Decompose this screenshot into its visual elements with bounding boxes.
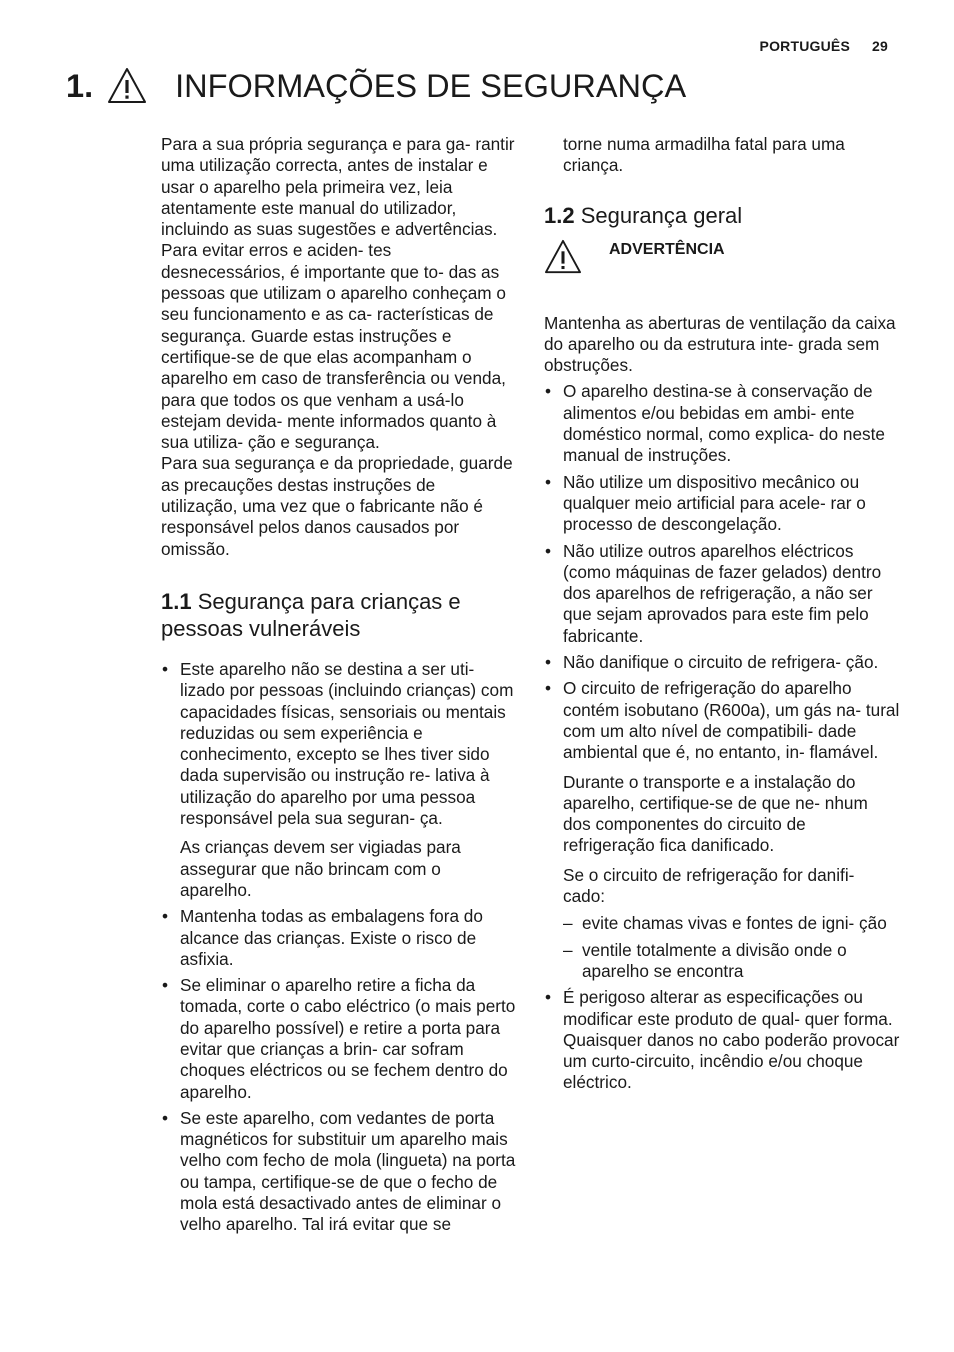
list-item <box>161 1108 516 1236</box>
intro-paragraph: Para a sua própria segurança e para ga- rantir uma utilização correcta, antes de instalar e usar o aparelho pela primeira vez, leia atentamente este manual do utilizador, incluindo as suas sugestões e advertências. Para evitar erros e aciden- tes desnecessários, é importante que to- das as pessoas que utilizam o aparelho conheçam o seu funcionamento e as ca- racterísticas de segurança. Guarde estas instruções e certifique-se de que elas acompanham o aparelho em caso de transferência ou venda, para que todos os que venham a usá-lo estejam devida- mente informados quanto à sua utiliza- ção e segurança. <box>161 134 515 453</box>
list-item <box>161 906 516 970</box>
left-column <box>161 134 516 1241</box>
right-column <box>544 134 900 1099</box>
list-item-text: • Não danifique o circuito de refrigera- ção. <box>563 652 879 673</box>
list-item <box>544 987 900 1093</box>
section-title: Segurança geral <box>580 202 743 228</box>
dash-list <box>563 913 900 982</box>
list-item-subtext: Se o circuito de refrigeração for danifi- cado: <box>563 864 855 907</box>
list-item <box>544 541 900 647</box>
list-item-text: • Não utilize outros aparelhos eléctricos (como máquinas de fazer gelados) dentro dos aparelhos de refrigeração, a não ser que sejam aprovados para este fim pelo fabricante. <box>563 540 882 646</box>
list-item-text: • Se este aparelho, com vedantes de porta magnéticos for substituir um aparelho mais velho com fecho de mola (lingueta) na porta ou tampa, certifique-se de que o fecho de mola está desactivado antes de eliminar o velho aparelho. Tal irá evitar que se <box>180 1107 516 1235</box>
warning-label: ADVERTÊNCIA <box>609 240 725 258</box>
warning-triangle-icon <box>544 239 582 275</box>
list-item <box>161 659 516 901</box>
chapter-heading: INFORMAÇÕES DE SEGURANÇA <box>175 67 687 104</box>
dash-item: – evite chamas vivas e fontes de igni- ção <box>563 913 900 934</box>
list-item <box>161 975 516 1103</box>
list-item <box>544 652 900 673</box>
chapter-title <box>66 66 934 106</box>
continued-text: torne numa armadilha fatal para uma criança. <box>563 134 845 176</box>
section-title: Segurança para crianças e pessoas vulneráveis <box>161 588 461 641</box>
children-safety-list <box>161 659 516 1236</box>
running-header <box>760 38 888 54</box>
ventilation-paragraph: Mantenha as aberturas de ventilação da caixa do aparelho ou da estrutura inte- grada sem obstruções. <box>544 312 896 376</box>
warning-triangle-icon <box>107 66 147 106</box>
list-item <box>544 381 900 466</box>
list-item-text: • É perigoso alterar as especificações ou modificar este produto de qual- quer forma. Quaisquer danos no cabo poderão provocar um curto-circuito, incêndio e/ou choque eléctrico. <box>563 987 900 1093</box>
section-heading-1-1 <box>161 588 516 642</box>
warning-box <box>544 239 900 313</box>
list-item-subtext: As crianças devem ser vigiadas para assegurar que não brincam com o aparelho. <box>180 837 461 900</box>
section-number: 1.2 <box>544 202 575 228</box>
intro-paragraph-2: Para sua segurança e da propriedade, guarde as precauções destas instruções de utilização, uma vez que o fabricante não é responsável pelos danos causados por omissão. <box>161 453 513 559</box>
list-item-text: • Não utilize um dispositivo mecânico ou qualquer meio artificial para acele- rar o processo de descongelação. <box>563 471 866 535</box>
list-item <box>544 678 900 982</box>
general-safety-list <box>544 381 900 1093</box>
dash-item: – ventile totalmente a divisão onde o aparelho se encontra <box>563 940 900 983</box>
chapter-number: 1. <box>66 67 94 104</box>
language-label: PORTUGUÊS <box>759 38 851 54</box>
section-number: 1.1 <box>161 588 192 614</box>
list-item-text: • O circuito de refrigeração do aparelho contém isobutano (R600a), um gás na- tural com um alto nível de compatibili- dade ambiental que é, no entanto, in- flamável. <box>563 678 900 763</box>
list-item-text: • Este aparelho não se destina a ser uti- lizado por pessoas (incluindo crianças) com capacidades físicas, sensoriais ou mentais reduzidas ou sem experiência e conhecimento, excepto se lhes tiver sido dada supervisão ou instrução re- lativa à utilização do aparelho por uma pessoa responsável pela sua seguran- ça. <box>180 658 514 829</box>
list-item <box>544 472 900 536</box>
list-item-text: • Mantenha todas as embalagens fora do alcance das crianças. Existe o risco de asfixia. <box>180 906 483 969</box>
list-item-subtext: Durante o transporte e a instalação do aparelho, certifique-se de que ne- nhum dos componentes do circuito de refrigeração fica danificado. <box>563 771 868 856</box>
page-number: 29 <box>872 38 888 54</box>
list-item-text: • O aparelho destina-se à conservação de alimentos e/ou bebidas em ambi- ente doméstico normal, como explica- do neste manual de instruções. <box>563 381 885 466</box>
section-heading-1-2 <box>544 202 900 229</box>
list-item-text: • Se eliminar o aparelho retire a ficha da tomada, corte o cabo eléctrico (o mais perto do aparelho possível) e retire a porta para evitar que crianças a brin- car sofram choques eléctricos ou se fechem dentro do aparelho. <box>180 975 516 1102</box>
